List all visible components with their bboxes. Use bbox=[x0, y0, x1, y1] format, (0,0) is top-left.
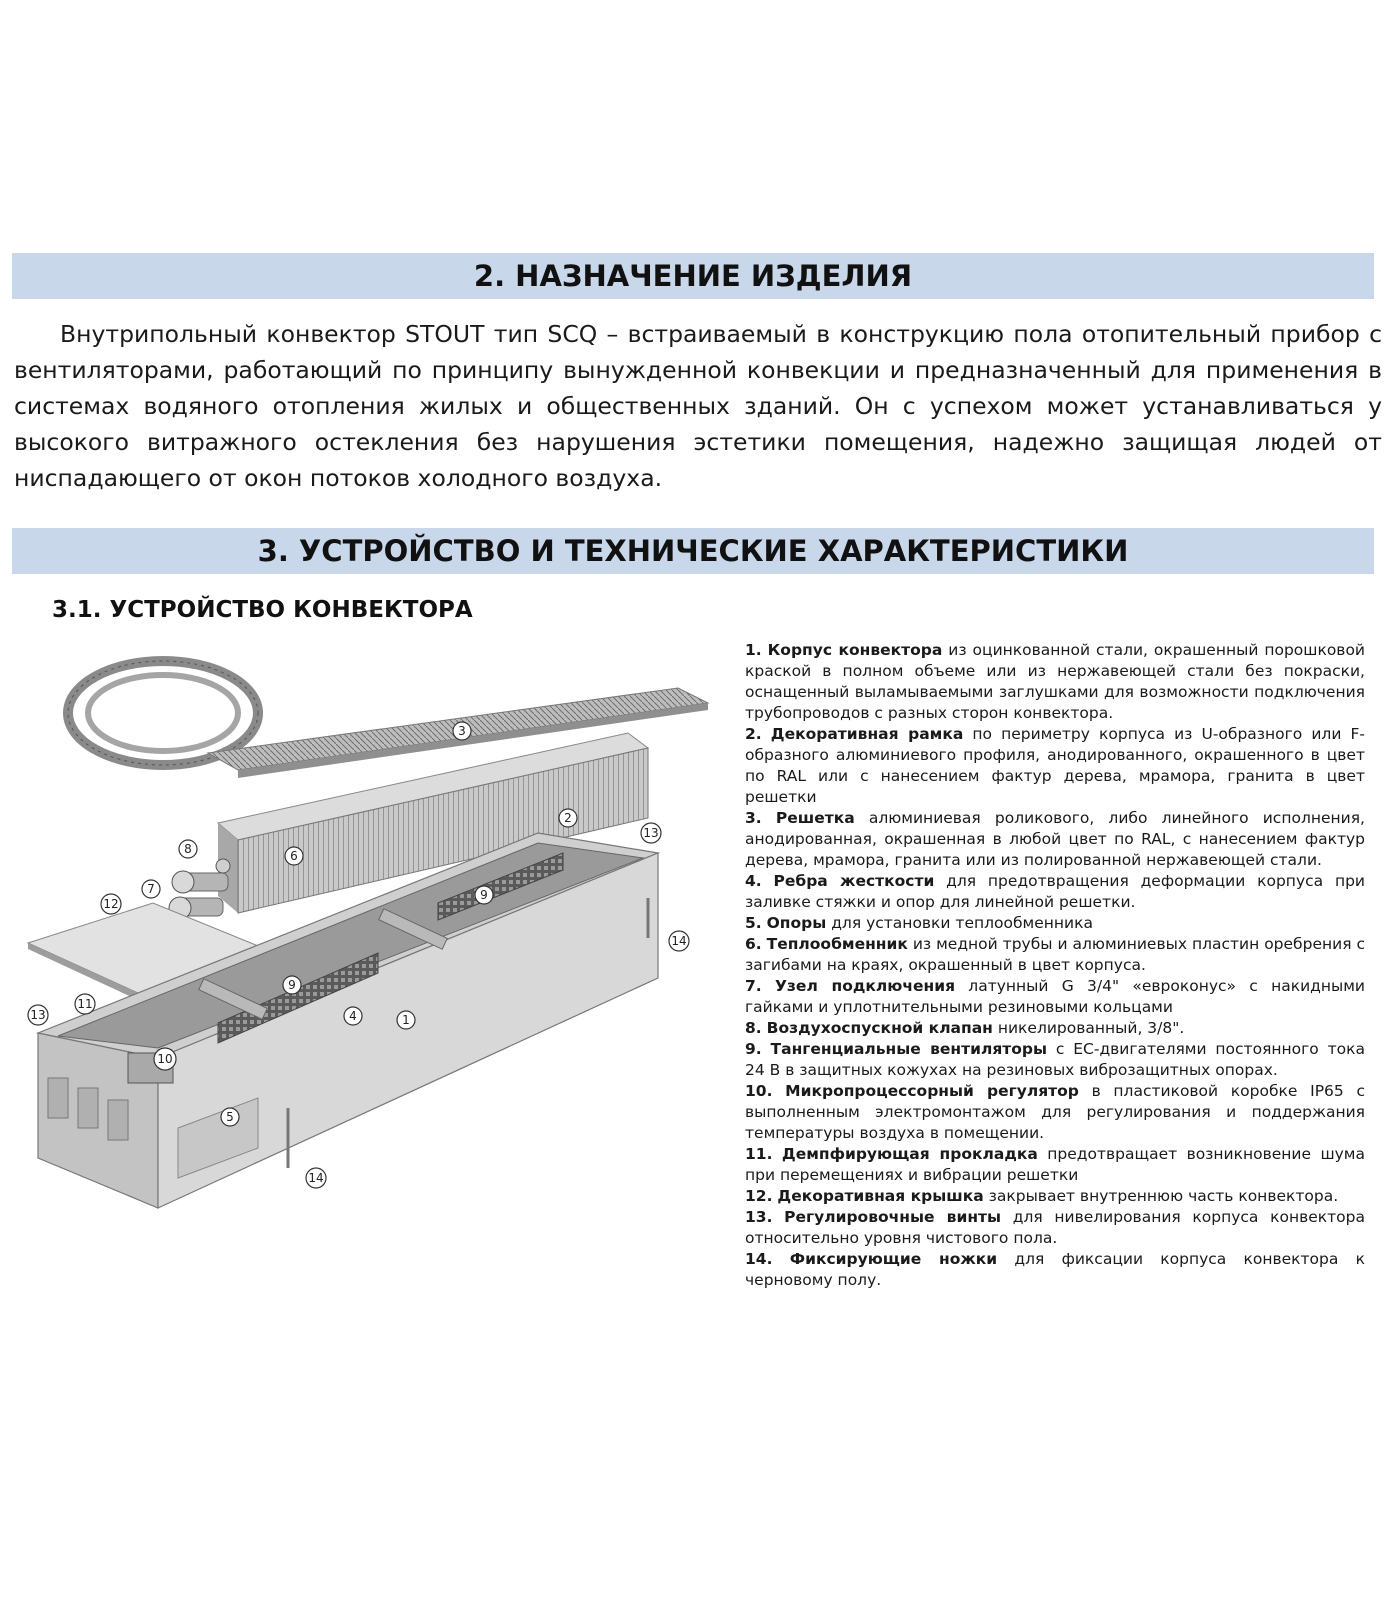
list-item: 7. Узел подключения латунный G 3/4" «евроконус» с накидными гайками и уплотнительными резиновыми кольцами bbox=[745, 977, 1365, 1016]
svg-text:9: 9 bbox=[480, 888, 488, 902]
convector-exploded-diagram bbox=[18, 648, 718, 1218]
svg-text:14: 14 bbox=[671, 934, 687, 948]
svg-text:7: 7 bbox=[147, 882, 155, 896]
list-item: 13. Регулировочные винты для нивелирования корпуса конвектора относительно уровня чистового пола. bbox=[745, 1208, 1365, 1247]
svg-text:6: 6 bbox=[290, 849, 298, 863]
callout-14-right bbox=[669, 931, 689, 951]
svg-text:9: 9 bbox=[288, 978, 296, 992]
list-item: 8. Воздухоспускной клапан никелированный, 3/8". bbox=[745, 1019, 1185, 1037]
section-3-heading: 3. УСТРОЙСТВО И ТЕХНИЧЕСКИЕ ХАРАКТЕРИСТИКИ bbox=[12, 528, 1374, 574]
svg-text:12: 12 bbox=[103, 897, 119, 911]
callout-6 bbox=[285, 847, 303, 865]
svg-text:2: 2 bbox=[564, 811, 572, 825]
svg-text:5: 5 bbox=[226, 1110, 234, 1124]
callout-11 bbox=[75, 994, 95, 1014]
section-2-heading: 2. НАЗНАЧЕНИЕ ИЗДЕЛИЯ bbox=[12, 253, 1374, 299]
svg-text:10: 10 bbox=[157, 1052, 173, 1066]
list-item: 6. Теплообменник из медной трубы и алюминиевых пластин оребрения с загибами на краях, окрашенный в цвет корпуса. bbox=[745, 935, 1365, 974]
connection-fittings-illustration bbox=[169, 859, 230, 919]
callout-12 bbox=[101, 894, 121, 914]
callout-9-lower bbox=[283, 976, 301, 994]
svg-text:13: 13 bbox=[30, 1008, 46, 1022]
svg-text:1: 1 bbox=[402, 1013, 410, 1027]
list-item: 4. Ребра жесткости для предотвращения деформации корпуса при заливке стяжки и опор для линейной решетки. bbox=[745, 872, 1365, 911]
callout-14-bottom bbox=[306, 1168, 326, 1188]
list-item: 2. Декоративная рамка по периметру корпуса из U-образного или F-образного алюминиевого профиля, анодированного, окрашенного в цвет по RAL или с нанесением фактур дерева, мрамора, гранита в цвет решетки bbox=[745, 725, 1365, 806]
section-2-body: Внутрипольный конвектор STOUT тип SCQ – встраиваемый в конструкцию пола отопительный прибор с вентиляторами, работающий по принципу вынужденной конвекции и предназначенный для применения в системах водяного отопления жилых и общественных зданий. Он с успехом может устанавливаться у высокого витражного остекления без нарушения эстетики помещения, надежно защищая людей от ниспадающего от окон потоков холодного воздуха. bbox=[14, 320, 1382, 492]
callout-7 bbox=[142, 880, 160, 898]
list-item: 3. Решетка алюминиевая роликового, либо линейного исполнения, анодированная, окрашенная в любой цвет по RAL, с нанесением фактур дерева, мрамора, гранита или из полированной нержавеющей стали. bbox=[745, 809, 1365, 869]
list-item: 9. Тангенциальные вентиляторы с ЕС-двигателями постоянного тока 24 В в защитных кожухах на резиновых виброзащитных опорах. bbox=[745, 1040, 1365, 1079]
callout-5 bbox=[221, 1108, 239, 1126]
callout-2 bbox=[559, 809, 577, 827]
list-item: 1. Корпус конвектора из оцинкованной стали, окрашенный порошковой краской в полном объеме или из нержавеющей стали без покраски, оснащенный выламываемыми заглушками для возможности подключения трубопроводов с разных сторон конвектора. bbox=[745, 641, 1365, 722]
svg-text:11: 11 bbox=[77, 997, 93, 1011]
callout-4 bbox=[344, 1007, 362, 1025]
svg-text:4: 4 bbox=[349, 1009, 357, 1023]
svg-text:14: 14 bbox=[308, 1171, 324, 1185]
svg-text:13: 13 bbox=[643, 826, 659, 840]
svg-text:8: 8 bbox=[184, 842, 192, 856]
svg-text:3: 3 bbox=[458, 724, 466, 738]
callout-3 bbox=[453, 722, 471, 740]
callout-9-upper bbox=[475, 886, 493, 904]
list-item: 12. Декоративная крышка закрывает внутреннюю часть конвектора. bbox=[745, 1187, 1339, 1205]
callout-13-left bbox=[28, 1005, 48, 1025]
callout-10 bbox=[154, 1048, 176, 1070]
list-item: 11. Демпфирующая прокладка предотвращает возникновение шума при перемещениях и вибрации решетки bbox=[745, 1145, 1365, 1184]
section-3-1-subheading: 3.1. УСТРОЙСТВО КОНВЕКТОРА bbox=[52, 597, 473, 623]
list-item: 10. Микропроцессорный регулятор в пластиковой коробке IP65 с выполненным электромонтажом для регулирования и поддержания температуры воздуха в помещении. bbox=[745, 1082, 1365, 1142]
list-item: 14. Фиксирующие ножки для фиксации корпуса конвектора к черновому полу. bbox=[745, 1250, 1365, 1289]
callout-13-right bbox=[641, 823, 661, 843]
list-item: 5. Опоры для установки теплообменника bbox=[745, 914, 1093, 932]
callout-8 bbox=[179, 840, 197, 858]
parts-list bbox=[745, 640, 1365, 1291]
callout-1 bbox=[397, 1011, 415, 1029]
